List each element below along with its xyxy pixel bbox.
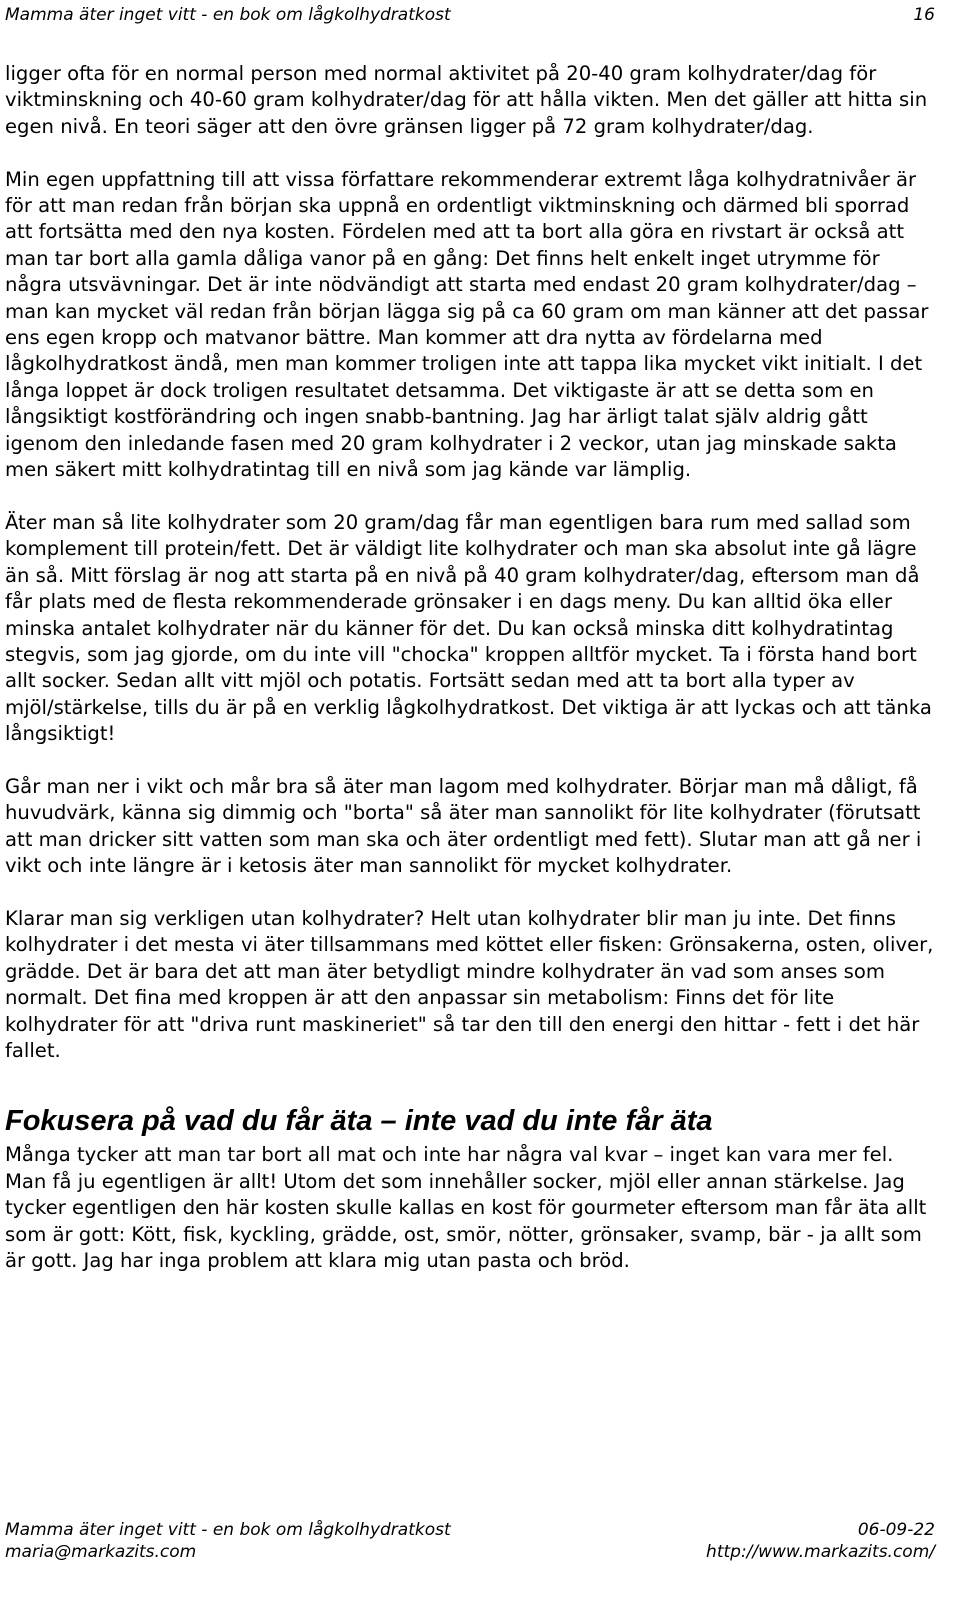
footer-title: Mamma äter inget vitt - en bok om lågkolhydratkost: [5, 1520, 451, 1540]
page-header: [5, 4, 935, 26]
paragraph-5: Klarar man sig verkligen utan kolhydrater? Helt utan kolhydrater blir man ju inte. Det finns kolhydrater i det mesta vi äter tillsammans med köttet eller fisken: Grönsakerna, osten, oliver, grädde. Det är bara det att man äter betydligt mindre kolhydrater än vad som anses som normalt. Det fina med kroppen är att den anpassar sin metabolism: Finns det för lite kolhydrater för att "driva runt maskineriet" så tar den till den energi den hittar - fett i det här fallet.: [5, 906, 934, 1062]
footer-row-bottom: [5, 1541, 935, 1563]
paragraph-4: Går man ner i vikt och mår bra så äter man lagom med kolhydrater. Börjar man må dåligt, få huvudvärk, känna sig dimmig och "borta" så äter man sannolikt för lite kolhydrater (förutsatt att man dricker sitt vatten som man ska och äter ordentligt med fett). Slutar man att gå ner i vikt och inte längre är i ketosis äter man sannolikt för mycket kolhydrater.: [5, 774, 922, 878]
page-number: 16: [913, 5, 935, 25]
paragraph-2: Min egen uppfattning till att vissa författare rekommenderar extremt låga kolhydratnivåer är för att man redan från början ska uppnå en ordentligt viktminskning och därmed bli sporrad att fortsätta med den nya kosten. Fördelen med att ta bort alla göra en rivstart är också att man tar bort alla gamla dåliga vanor på en gång: Det finns helt enkelt inget utrymme för några utsvävningar. Det är inte nödvändigt att starta med endast 20 gram kolhydrater/dag – man kan mycket väl redan från början lägga sig på ca 60 gram om man känner att det passar ens egen kropp och matvanor bättre. Man kommer att dra nytta av fördelarna med lågkolhydratkost ändå, men man kommer troligen inte att tappa lika mycket vikt initialt. I det långa loppet är dock troligen resultatet detsamma. Det viktigaste är att se detta som en långsiktigt kostförändring och ingen snabb-bantning. Jag har ärligt talat själv aldrig gått igenom den inledande fasen med 20 gram kolhydrater i 2 veckor, utan jag minskade sakta men säkert mitt kolhydratintag till en nivå som jag kände var lämplig.: [5, 167, 929, 482]
page-footer: [5, 1519, 935, 1563]
footer-date: 06-09-22: [857, 1520, 935, 1540]
section-paragraph: Många tycker att man tar bort all mat och inte har några val kvar – inget kan vara mer fel. Man få ju egentligen är allt! Utom det som innehåller socker, mjöl eller annan stärkelse. Jag tycker egentligen den här kosten skulle kallas en kost för gourmeter eftersom man får äta allt som är gott: Kött, fisk, kyckling, grädde, ost, smör, nötter, grönsaker, svamp, bär - ja allt som är gott. Jag har inga problem att klara mig utan pasta och bröd.: [5, 1143, 927, 1272]
footer-row-top: [5, 1519, 935, 1541]
header-title: Mamma äter inget vitt - en bok om lågkolhydratkost: [5, 5, 451, 25]
footer-url-link[interactable]: http://www.markazits.com/: [706, 1542, 935, 1562]
paragraph-1: ligger ofta för en normal person med normal aktivitet på 20-40 gram kolhydrater/dag för viktminskning och 40-60 gram kolhydrater/dag för att hålla vikten. Men det gäller att hitta sin egen nivå. En teori säger att den övre gränsen ligger på 72 gram kolhydrater/dag.: [5, 62, 928, 138]
paragraph-3: Äter man så lite kolhydrater som 20 gram/dag får man egentligen bara rum med sallad som komplement till protein/fett. Det är väldigt lite kolhydrater och man ska absolut inte gå lägre än så. Mitt förslag är nog att starta på en nivå på 40 gram kolhydrater/dag, eftersom man då får plats med de flesta rekommenderade grönsaker i en dags meny. Du kan alltid öka eller minska antalet kolhydrater när du känner för det. Du kan också minska ditt kolhydratintag stegvis, som jag gjorde, om du inte vill "chocka" kroppen alltför mycket. Ta i första hand bort allt socker. Sedan allt vitt mjöl och potatis. Fortsätt sedan med att ta bort alla typer av mjöl/stärkelse, tills du är på en verklig lågkolhydratkost. Det viktiga är att lyckas och att tänka långsiktigt!: [5, 510, 932, 746]
page-content: [5, 61, 935, 1301]
section-heading: Fokusera på vad du får äta – inte vad du inte får äta: [5, 1105, 713, 1138]
footer-email-link[interactable]: maria@markazits.com: [5, 1542, 197, 1562]
